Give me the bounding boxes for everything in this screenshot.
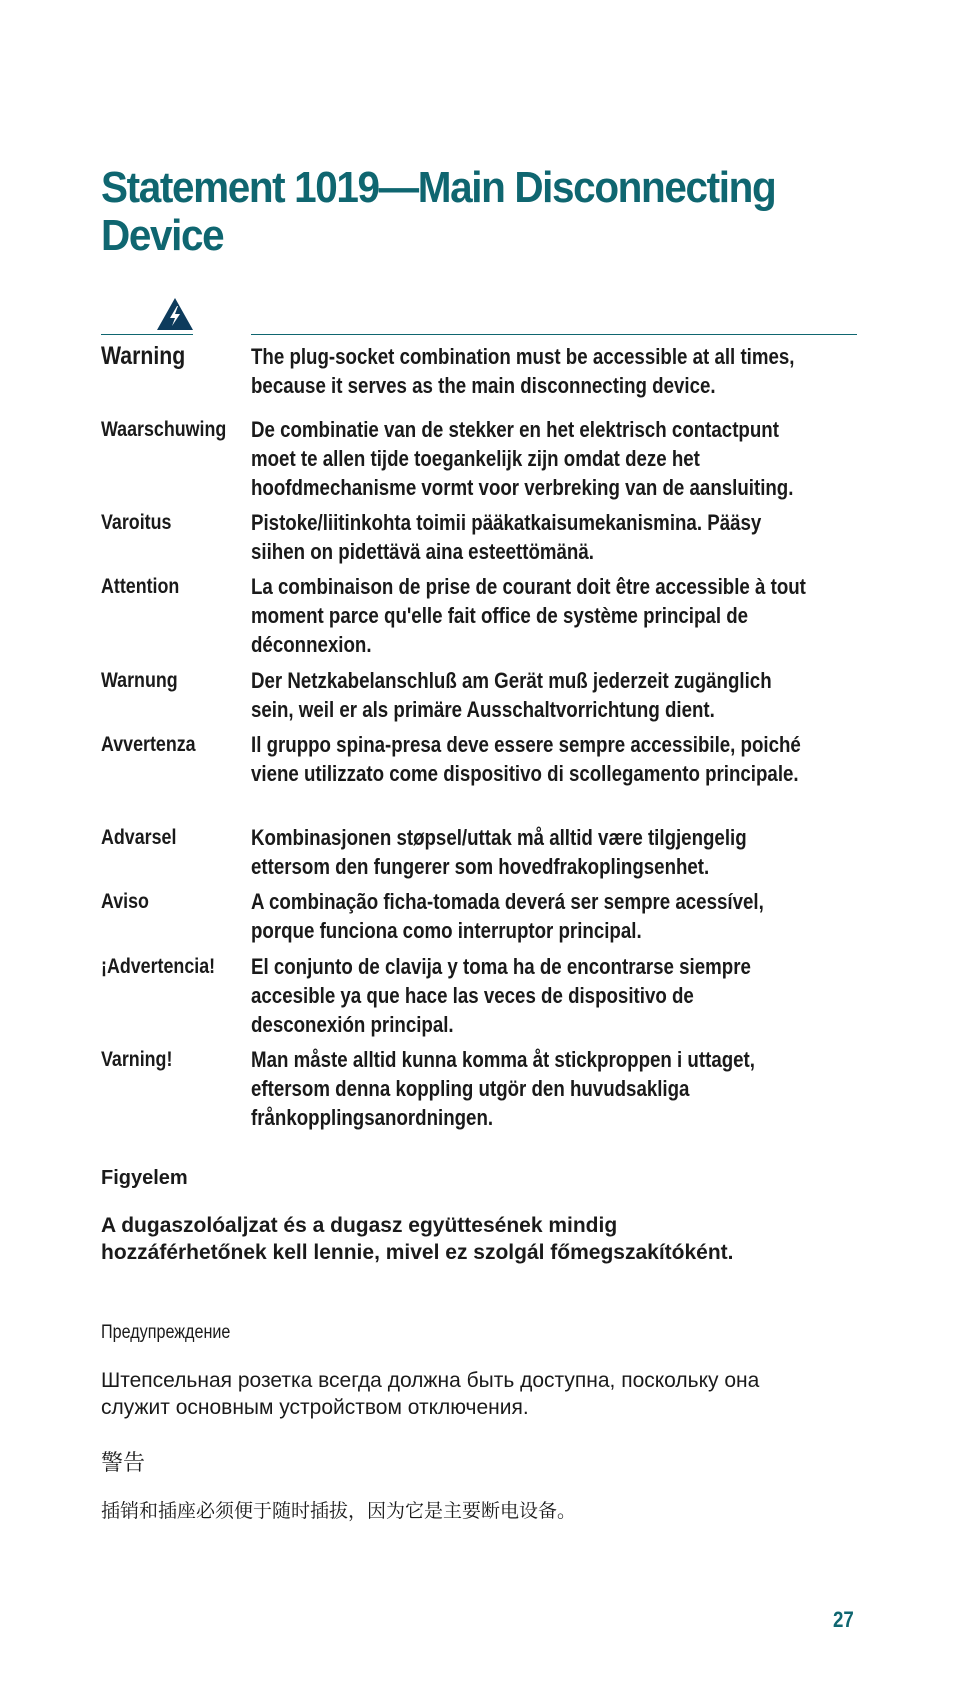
- russian-text: Штепсельная розетка всегда должна быть доступна, поскольку она служит основным устройством отключения.: [101, 1369, 760, 1419]
- entry-label: Aviso: [101, 890, 149, 913]
- entry-text: Il gruppo spina-presa deve essere sempre accessibile, poiché viene utilizzato come dispositivo di scollegamento principale.: [251, 732, 801, 786]
- entry-label: Warning: [101, 342, 186, 370]
- entry-label: Waarschuwing: [101, 418, 227, 441]
- entry-label: Varoitus: [101, 511, 172, 534]
- russian-label: Предупреждение: [101, 1322, 231, 1343]
- chinese-text: 插销和插座必须便于随时插拔，因为它是主要断电设备。: [101, 1501, 577, 1522]
- hungarian-label: Figyelem: [101, 1167, 188, 1189]
- entry-label: ¡Advertencia!: [101, 955, 216, 978]
- warning-rule-left: [101, 334, 193, 335]
- entry-text: Kombinasjonen støpsel/uttak må alltid være tilgjengelig ettersom den fungerer som hovedfrakoplingsenhet.: [251, 825, 747, 879]
- entry-label: Varning!: [101, 1048, 173, 1071]
- entry-text: A combinação ficha-tomada deverá ser sempre acessível, porque funciona como interruptor principal.: [251, 889, 764, 943]
- entry-text: The plug-socket combination must be accessible at all times, because it serves as the main disconnecting device.: [251, 344, 795, 398]
- entry-text: Man måste alltid kunna komma åt stickproppen i uttaget, eftersom denna koppling utgör den huvudsakliga frånkopplingsanordningen.: [251, 1047, 755, 1130]
- entry-text: De combinatie van de stekker en het elektrisch contactpunt moet te allen tijde toegankelijk zijn omdat deze het hoofdmechanisme vormt voor verbreking van de aansluiting.: [251, 417, 794, 500]
- entry-text: Der Netzkabelanschluß am Gerät muß jederzeit zugänglich sein, weil er als primäre Ausschaltvorrichtung dient.: [251, 668, 772, 722]
- hungarian-text: A dugaszolóaljzat és a dugasz együttesének mindig hozzáférhetőnek kell lennie, mivel ez szolgál főmegszakítóként.: [101, 1214, 734, 1264]
- warning-rule-right: [251, 334, 857, 335]
- entry-label: Avvertenza: [101, 733, 196, 756]
- entry-text: La combinaison de prise de courant doit être accessible à tout moment parce qu'elle fait office de système principal de déconnexion.: [251, 574, 806, 657]
- entry-label: Attention: [101, 575, 180, 598]
- chinese-label: 警告: [101, 1450, 146, 1475]
- entry-text: El conjunto de clavija y toma ha de encontrarse siempre accesible ya que hace las veces de dispositivo de desconexión principal.: [251, 954, 751, 1037]
- page-title: Statement 1019—Main Disconnecting Device: [101, 163, 776, 260]
- warning-triangle-icon: [156, 297, 194, 331]
- page-number: 27: [833, 1607, 854, 1632]
- entry-text: Pistoke/liitinkohta toimii pääkatkaisumekanismina. Pääsy siihen on pidettävä aina esteettömänä.: [251, 510, 762, 564]
- entry-label: Advarsel: [101, 826, 177, 849]
- entry-label: Warnung: [101, 669, 178, 692]
